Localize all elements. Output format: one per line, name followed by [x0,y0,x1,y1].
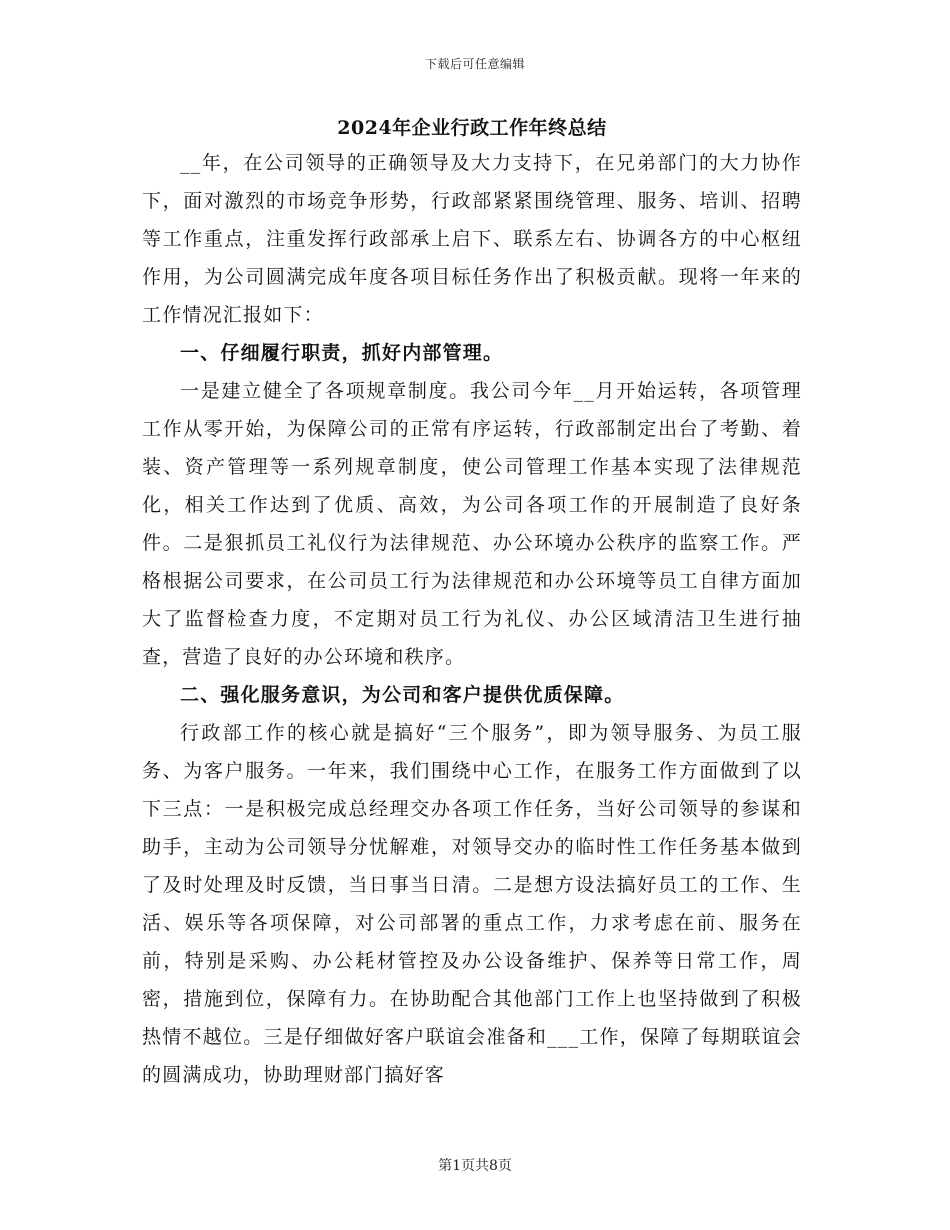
section-heading-1: 一、仔细履行职责，抓好内部管理。 [180,342,504,364]
header-note: 下载后可任意编辑 [424,57,525,71]
document-title: 2024年企业行政工作年终总结 [337,117,607,139]
section-heading-2: 二、强化服务意识，为公司和客户提供优质保障。 [180,684,625,706]
document-page [142,112,802,1094]
page-footer: 第1页共8页 [438,1158,512,1174]
intro-paragraph: __年，在公司领导的正确领导及大力支持下，在兄弟部门的大力协作下，面对激烈的市场竞争形势，行政部紧紧围绕管理、服务、培训、招聘等工作重点，注重发挥行政部承上启下、联系左右、协调各方的中心枢纽作用，为公司圆满完成年度各项目标任务作出了积极贡献。现将一年来的工作情况汇报如下： [142,152,802,326]
section-body-2: 行政部工作的核心就是搞好“三个服务”，即为领导服务、为员工服务、为客户服务。一年来，我们围绕中心工作，在服务工作方面做到了以下三点：一是积极完成总经理交办各项工作任务，当好公司领导的参谋和助手，主动为公司领导分忧解难，对领导交办的临时性工作任务基本做到了及时处理及时反馈，当日事当日清。二是想方设法搞好员工的工作、生活、娱乐等各项保障，对公司部署的重点工作，力求考虑在前、服务在前，特别是采购、办公耗材管控及办公设备维护、保养等日常工作，周密，措施到位，保障有力。在协助配合其他部门工作上也坚持做到了积极热情不越位。三是仔细做好客户联谊会准备和___工作，保障了每期联谊会的圆满成功，协助理财部门搞好客 [142,722,802,1086]
section-body-1: 一是建立健全了各项规章制度。我公司今年__月开始运转，各项管理工作从零开始，为保障公司的正常有序运转，行政部制定出台了考勤、着装、资产管理等一系列规章制度，使公司管理工作基本实现了法律规范化，相关工作达到了优质、高效，为公司各项工作的开展制造了良好条件。二是狠抓员工礼仪行为法律规范、办公环境办公秩序的监察工作。严格根据公司要求，在公司员工行为法律规范和办公环境等员工自律方面加大了监督检查力度，不定期对员工行为礼仪、办公区域清洁卫生进行抽查，营造了良好的办公环境和秩序。 [142,380,802,668]
